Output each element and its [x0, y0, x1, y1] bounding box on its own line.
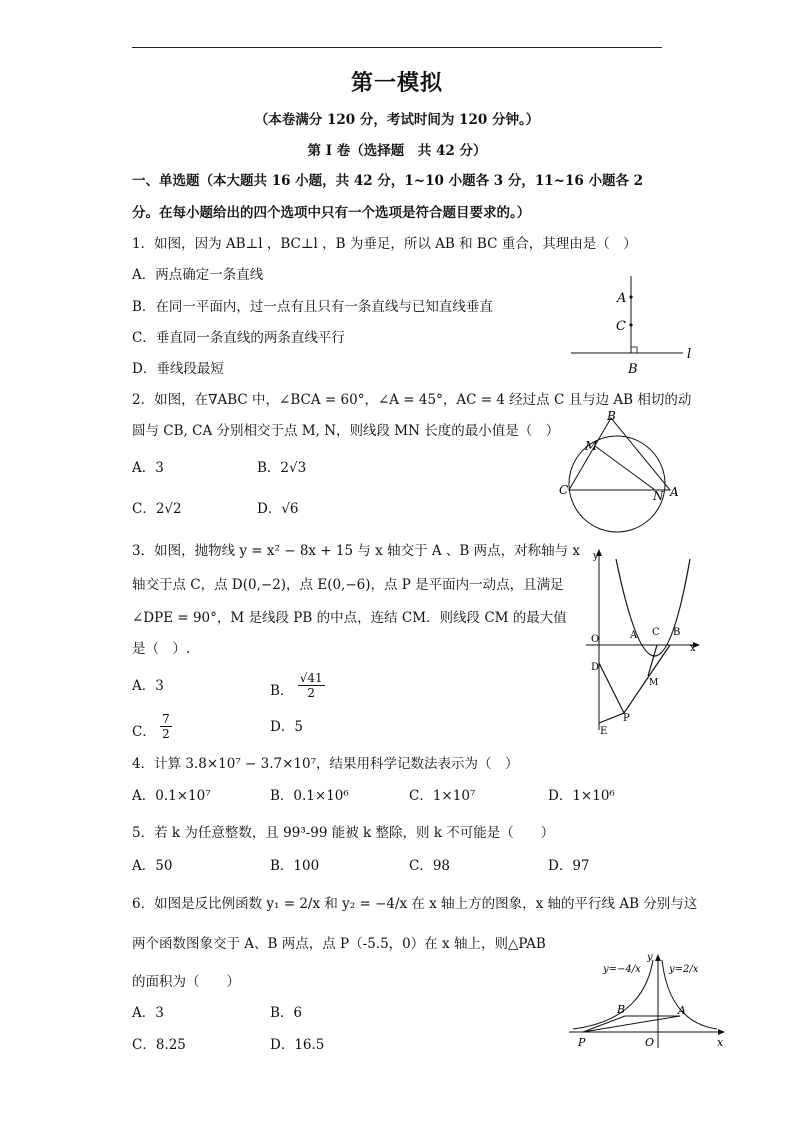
q3-label-o: O	[591, 634, 600, 645]
q5-option-a: A．50	[132, 858, 173, 874]
q1-figure	[565, 272, 700, 377]
q6-label-right-function: y=2/x	[669, 964, 699, 975]
q3-option-b-denominator: 2	[307, 686, 315, 700]
q5-option-c: C．98	[409, 858, 451, 874]
q6-stem-2: 两个函数图象交于 A、B 两点，点 P（-5.5，0）在 x 轴上，则△PAB	[132, 936, 546, 952]
q3-option-b-numerator: √41	[299, 671, 323, 685]
q3-label-c: C	[652, 627, 660, 638]
q2-option-b: B．2√3	[257, 460, 307, 476]
q6-label-left-function: y=−4/x	[603, 964, 641, 975]
q3-label-m: M	[649, 678, 659, 688]
q3-option-a: A．3	[132, 678, 164, 694]
q3-option-b	[270, 671, 325, 706]
q1-label-a: A	[617, 291, 627, 306]
q6-option-c: C．8.25	[132, 1037, 186, 1053]
q3-stem-3: ∠DPE = 90°，M 是线段 PB 的中点，连结 CM．则线段 CM 的最大值	[132, 610, 567, 626]
q3-figure	[580, 545, 705, 740]
q6-stem-1: 6．如图是反比例函数 y₁ = 2/x 和 y₂ = −4/x 在 x 轴上方的图象，x 轴的平行线 AB 分别与这	[132, 896, 698, 912]
q3-stem-4: 是（ ）.	[132, 641, 191, 657]
q3-label-d: D	[591, 662, 600, 673]
q3-option-c-numerator: 7	[162, 712, 170, 726]
q2-stem-1: 2．如图，在∇ABC 中，∠BCA = 60°，∠A = 45°，AC = 4 经过点 C 且与边 AB 相切的动	[132, 392, 692, 408]
q2-stem-2: 圆与 CB, CA 分别相交于点 M, N，则线段 MN 长度的最小值是（ ）	[132, 423, 560, 439]
q5-option-b: B．100	[270, 858, 320, 874]
q3-stem-1: 3．如图，抛物线 y = x² − 8x + 15 与 x 轴交于 A 、B 两点，对称轴与 x	[132, 543, 581, 559]
q3-label-a: A	[630, 630, 638, 641]
instructions-line-1: 一、单选题（本大题共 16 小题，共 42 分，1~10 小题各 3 分，11~16 小题各 2	[132, 173, 644, 189]
q5-option-d: D．97	[548, 858, 590, 874]
q2-option-d: D．√6	[257, 501, 299, 517]
page-title: 第一模拟	[350, 70, 443, 96]
q3-label-e: E	[600, 726, 608, 737]
q6-option-a: A．3	[132, 1005, 164, 1021]
q3-option-d: D．5	[270, 719, 303, 735]
q6-stem-3: 的面积为（ ）	[132, 974, 240, 990]
q4-option-a: A．0.1×10⁷	[132, 788, 211, 804]
q2-figure	[555, 410, 690, 535]
q1-label-b: B	[628, 362, 638, 377]
q2-label-m: M	[585, 439, 598, 453]
q6-label-b: B	[617, 1003, 626, 1016]
q3-stem-2: 轴交于点 C，点 D(0,−2)，点 E(0,−6)，点 P 是平面内一动点，且满足	[132, 577, 564, 593]
q1-option-d: D．垂线段最短	[132, 361, 224, 377]
q1-option-b: B．在同一平面内，过一点有且只有一条直线与已知直线垂直	[132, 299, 493, 315]
q3-label-p: P	[623, 713, 630, 724]
q4-option-c: C．1×10⁷	[409, 788, 476, 804]
q6-label-p: P	[578, 1036, 586, 1049]
q1-option-a: A．两点确定一条直线	[132, 267, 264, 283]
q3-option-c-label: C．	[132, 724, 156, 740]
section-heading: 第 I 卷（选择题 共 42 分）	[307, 143, 487, 159]
exam-subtitle: （本卷满分 120 分，考试时间为 120 分钟。）	[254, 112, 540, 128]
q3-option-c-denominator: 2	[162, 727, 170, 741]
header-rule	[132, 47, 662, 48]
q2-option-c: C．2√2	[132, 501, 182, 517]
q6-figure	[565, 950, 730, 1055]
q2-label-a: A	[670, 485, 679, 499]
q2-label-n: N	[653, 489, 664, 503]
q3-label-y: y	[593, 551, 599, 562]
q4-option-d: D．1×10⁶	[548, 788, 615, 804]
q2-label-c: C	[559, 483, 569, 497]
q1-label-c: C	[616, 319, 626, 334]
q2-option-a: A．3	[132, 460, 164, 476]
q4-stem: 4．计算 3.8×10⁷ − 3.7×10⁷，结果用科学记数法表示为（ ）	[132, 756, 519, 772]
q3-label-x: x	[690, 643, 696, 654]
q1-option-c: C．垂直同一条直线的两条直线平行	[132, 330, 345, 346]
q6-label-o: O	[645, 1036, 655, 1049]
q2-label-b: B	[607, 410, 616, 423]
q3-option-b-label: B．	[270, 683, 294, 699]
q1-label-l: l	[687, 347, 692, 362]
q4-option-b: B．0.1×10⁶	[270, 788, 349, 804]
q3-label-b: B	[673, 627, 681, 638]
q6-option-b: B．6	[270, 1005, 303, 1021]
q6-label-a: A	[678, 1004, 686, 1017]
q5-stem: 5．若 k 为任意整数，且 99³-99 能被 k 整除，则 k 不可能是（ ）	[132, 825, 555, 841]
q6-option-d: D．16.5	[270, 1037, 325, 1053]
q6-label-y: y	[647, 952, 653, 963]
q1-stem: 1．如图，因为 AB⊥l ，BC⊥l ，B 为垂足，所以 AB 和 BC 重合，其理由是（ ）	[132, 236, 637, 252]
q6-label-x: x	[717, 1036, 724, 1049]
q3-option-c	[132, 712, 172, 747]
instructions-line-2: 分。在每小题给出的四个选项中只有一个选项是符合题目要求的。）	[132, 205, 531, 221]
